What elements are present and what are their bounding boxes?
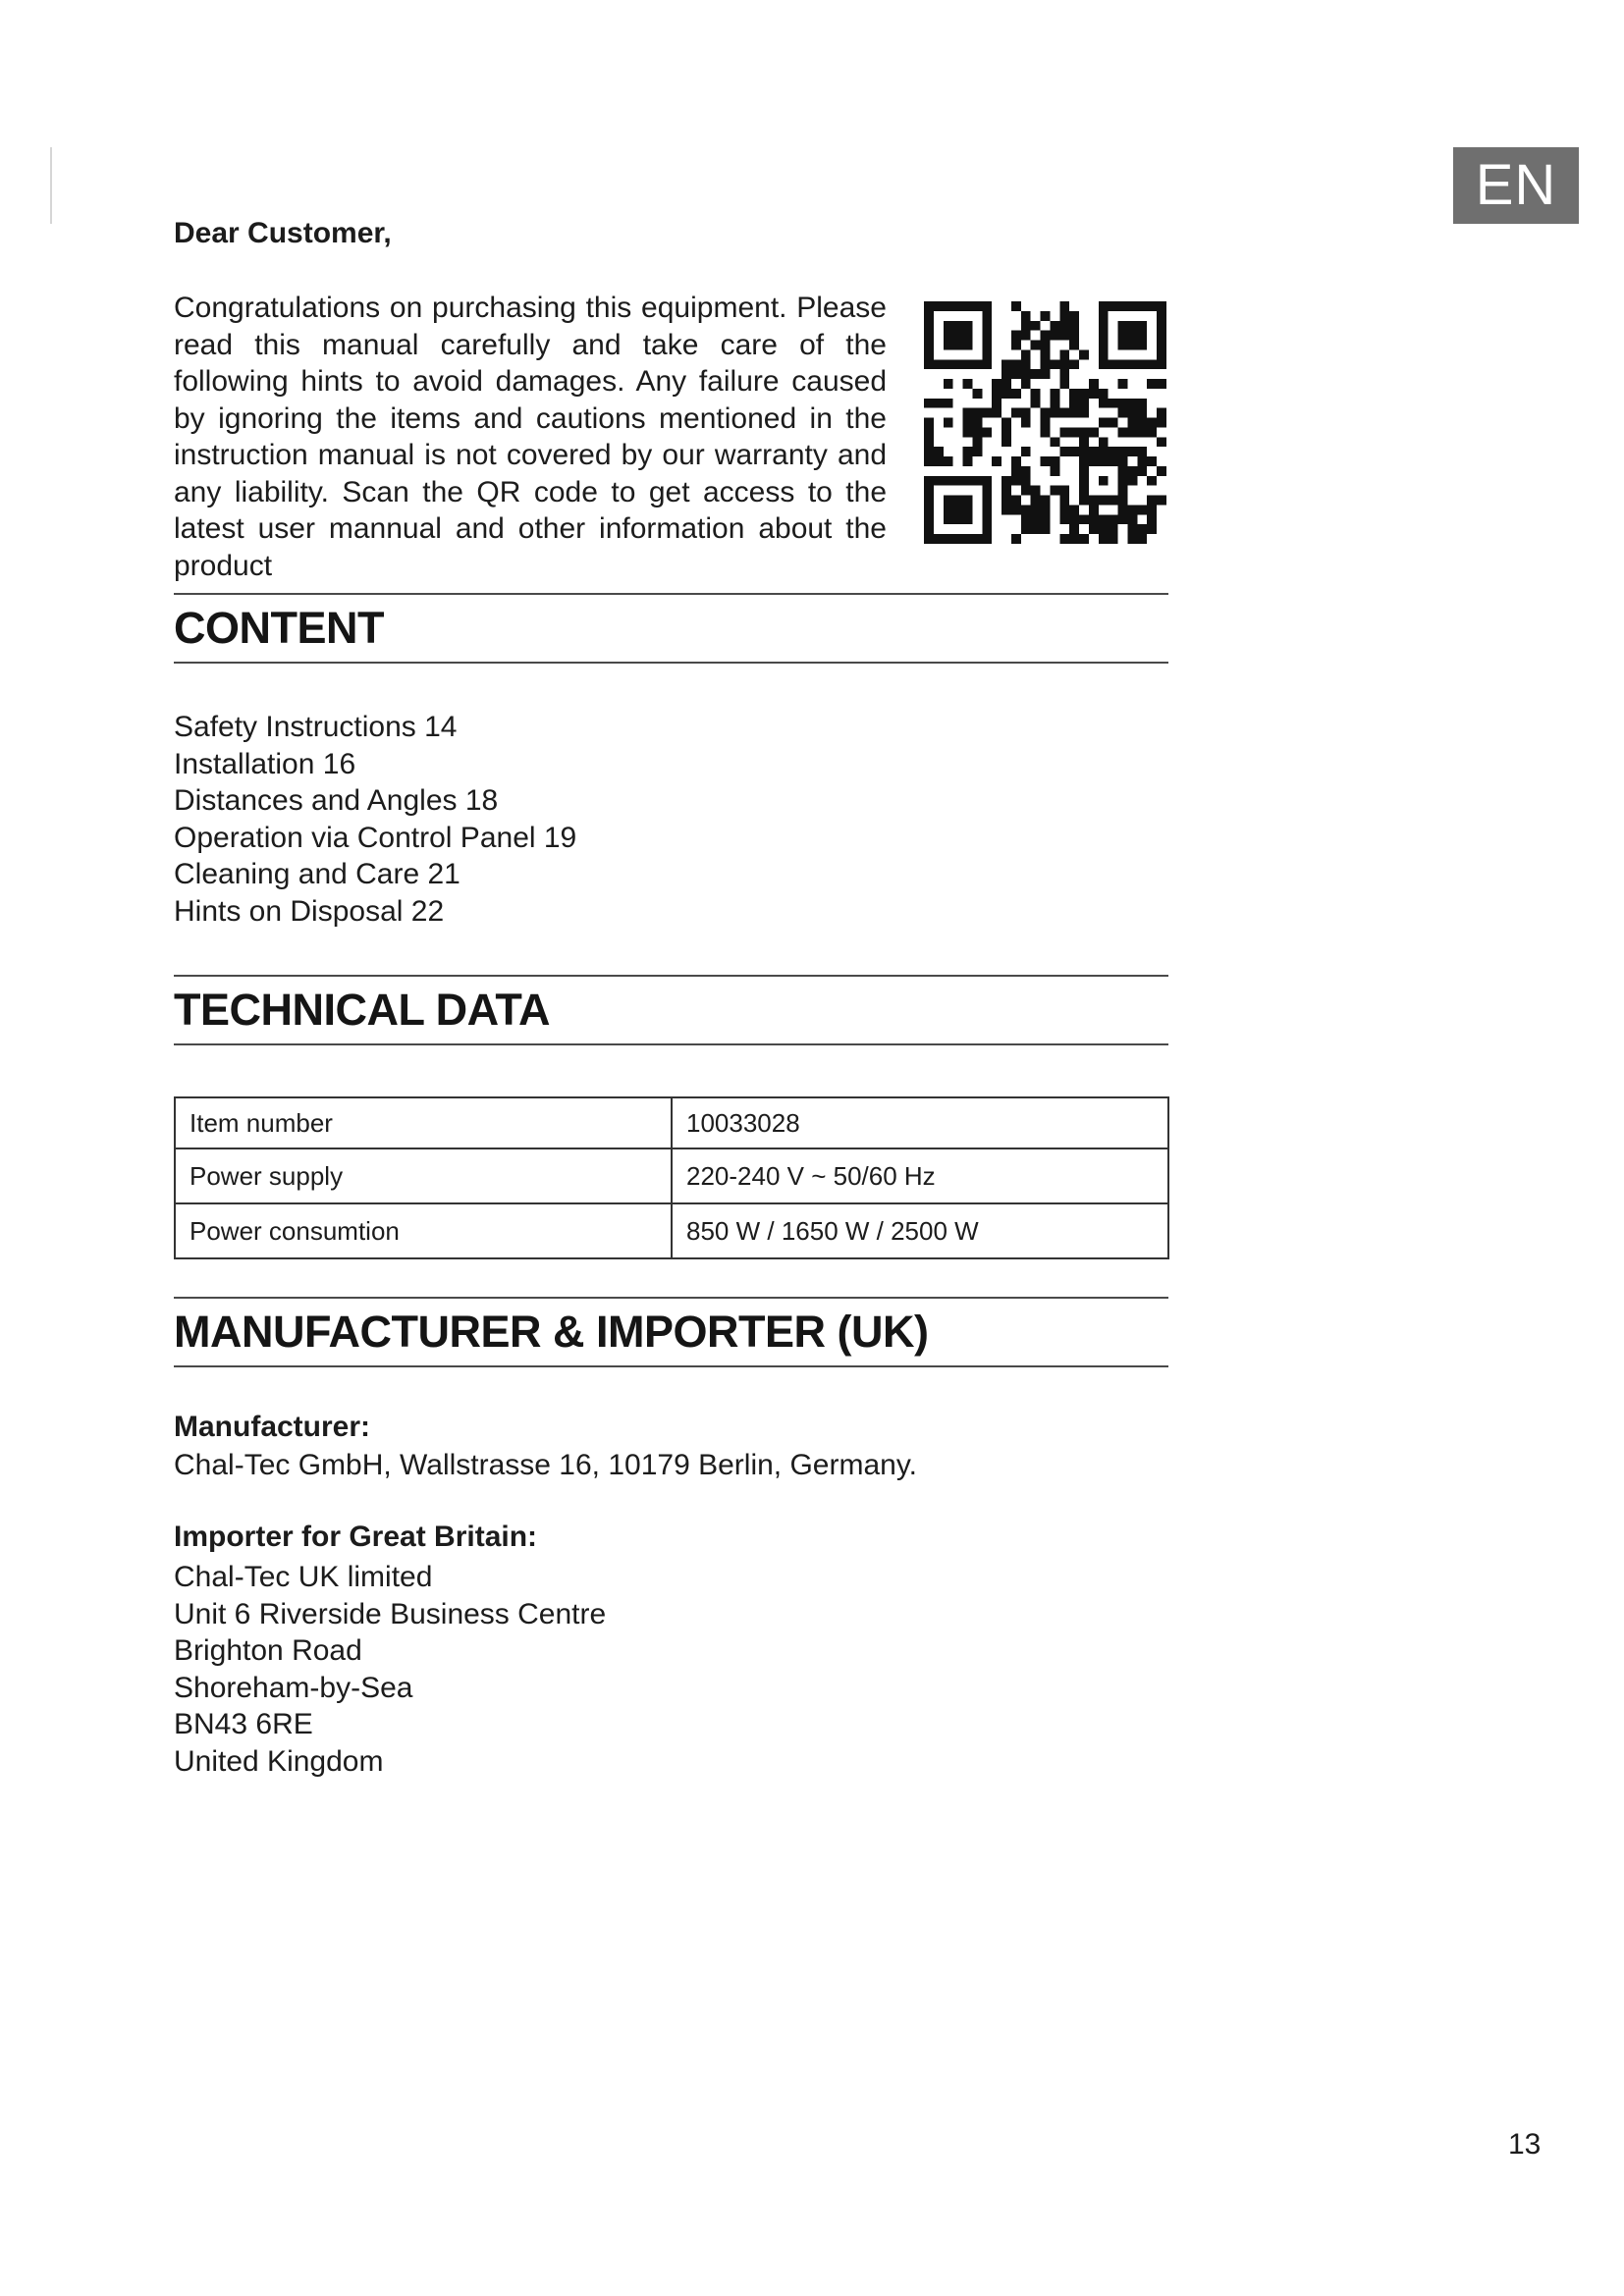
table-row (175, 1148, 1168, 1203)
list-item: Operation via Control Panel 19 (174, 821, 577, 854)
divider (174, 1043, 1168, 1045)
list-item: Hints on Disposal 22 (174, 894, 445, 928)
address-line: Brighton Road (174, 1634, 362, 1667)
manufacturer-section-header (174, 1297, 1168, 1367)
table-cell-label: Power consumtion (175, 1203, 672, 1258)
table-cell-label: Power supply (175, 1148, 672, 1203)
list-item: Safety Instructions 14 (174, 711, 458, 743)
intro-paragraph: Congratulations on purchasing this equipment. Please read this manual carefully and take care of the following hints to avoid damages. Any failure caused by ignoring the items and cautions mentioned in the instruction manual is not covered by our warranty and any liability. Scan the QR code to get access to the latest user mannual and other information about the product (174, 292, 887, 582)
importer-address (174, 1559, 606, 1780)
technical-data-section-header (174, 975, 1168, 1045)
table-cell-value: 220-240 V ~ 50/60 Hz (672, 1148, 1168, 1203)
list-item: Distances and Angles 18 (174, 784, 499, 817)
greeting: Dear Customer, (174, 217, 392, 249)
technical-data-table (174, 1096, 1169, 1259)
table-row (175, 1203, 1168, 1258)
table-cell-value: 850 W / 1650 W / 2500 W (672, 1203, 1168, 1258)
importer-label: Importer for Great Britain: (174, 1521, 538, 1553)
address-line: United Kingdom (174, 1744, 384, 1778)
list-item: Installation 16 (174, 747, 356, 780)
address-line: BN43 6RE (174, 1708, 313, 1740)
manufacturer-label: Manufacturer: (174, 1411, 371, 1443)
table-row (175, 1097, 1168, 1148)
technical-data-heading: TECHNICAL DATA (174, 985, 550, 1035)
table-cell-label: Item number (175, 1097, 672, 1148)
content-heading: CONTENT (174, 603, 384, 653)
address-line: Unit 6 Riverside Business Centre (174, 1597, 607, 1630)
divider (174, 662, 1168, 664)
manufacturer-heading: MANUFACTURER & IMPORTER (UK) (174, 1307, 929, 1357)
manufacturer-address: Chal-Tec GmbH, Wallstrasse 16, 10179 Berlin, Germany. (174, 1449, 917, 1481)
divider (174, 1365, 1168, 1367)
content-list (174, 709, 576, 930)
address-line: Shoreham-by-Sea (174, 1671, 413, 1704)
content-section-header (174, 593, 1168, 664)
table-cell-value: 10033028 (672, 1097, 1168, 1148)
address-line: Chal-Tec UK limited (174, 1561, 433, 1593)
language-badge: EN (1453, 147, 1579, 224)
margin-rule (50, 147, 52, 224)
page-number: 13 (1508, 2128, 1542, 2161)
list-item: Cleaning and Care 21 (174, 858, 460, 890)
qr-code-icon (924, 301, 1166, 544)
